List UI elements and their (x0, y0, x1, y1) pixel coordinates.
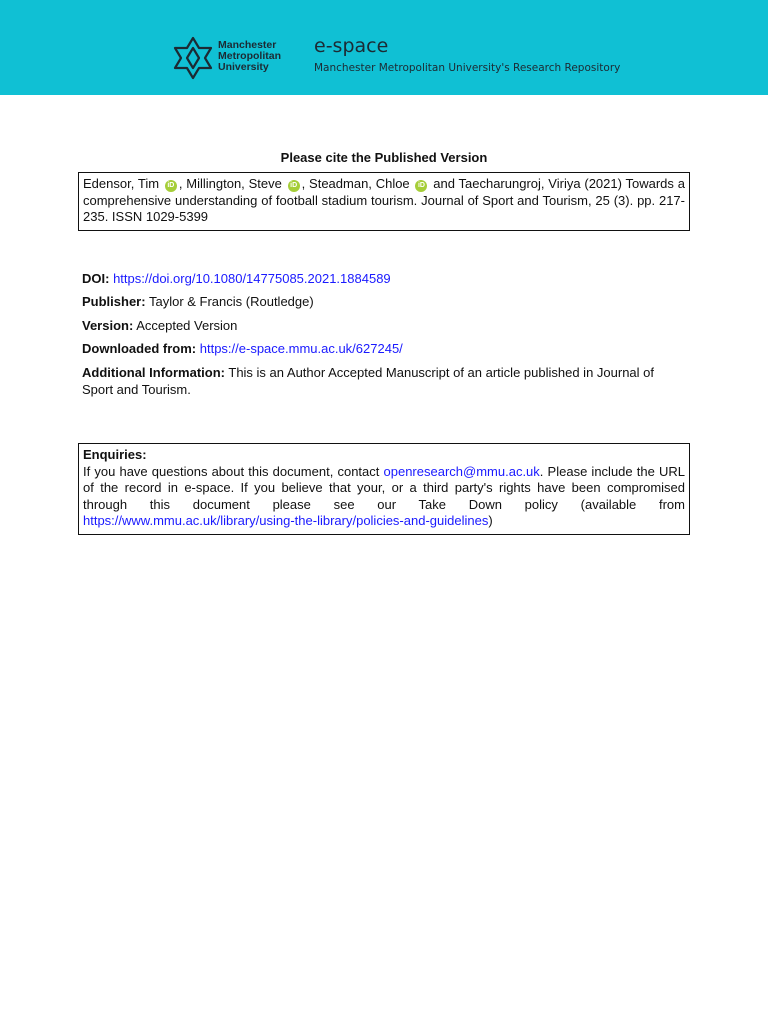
citation-rest: and Taecharungroj, Viriya (2021) Towards a comprehensive understanding of football stadium tourism. Journal of Sport and Tourism, 25 (3). pp. 217-235. ISSN 1029-5399 (83, 176, 685, 224)
enquiries-text: ) (488, 513, 493, 528)
downloaded-row (82, 341, 686, 358)
doi-link[interactable]: https://doi.org/10.1080/14775085.2021.1884589 (113, 271, 391, 286)
university-name-line-2: Metropolitan (218, 50, 281, 62)
orcid-icon[interactable]: iD (165, 180, 177, 192)
enquiries-box (78, 443, 690, 535)
cite-heading: Please cite the Published Version (280, 150, 488, 165)
publisher-value: Taylor & Francis (Routledge) (148, 294, 314, 309)
author-name: Millington, Steve (186, 176, 282, 191)
orcid-icon[interactable]: iD (415, 180, 427, 192)
repository-subtitle: Manchester Metropolitan University's Research Repository (314, 62, 621, 74)
additional-info-row (82, 365, 686, 398)
author-name: Steadman, Chloe (309, 176, 410, 191)
separator: , (178, 176, 187, 191)
university-name-line-1: Manchester (218, 39, 277, 51)
additional-label: Additional Information: (82, 365, 225, 380)
brand-title[interactable]: e-space (314, 35, 389, 57)
doi-label: DOI: (82, 271, 110, 286)
university-name (218, 40, 281, 73)
enquiries-text: . Please include the URL of the record in e-space. If you believe that your, or a third party's rights have been compromised through this document please see our Take Down policy (available from (83, 463, 685, 512)
university-name-line-3: University (218, 61, 269, 73)
orcid-icon[interactable]: iD (288, 180, 300, 192)
downloaded-link[interactable]: https://e-space.mmu.ac.uk/627245/ (199, 341, 403, 356)
email-link[interactable]: openresearch@mmu.ac.uk (383, 463, 540, 479)
repository-header (0, 0, 768, 95)
additional-value: This is an Author Accepted Manuscript of an article published in Journal of Sport and Tourism. (82, 365, 655, 397)
doi-row (82, 271, 686, 288)
version-row (82, 318, 686, 335)
enquiries-text: If you have questions about this document, contact (83, 463, 384, 479)
publisher-label: Publisher: (82, 294, 146, 309)
version-value: Accepted Version (136, 318, 238, 333)
enquiries-heading: Enquiries: (83, 447, 147, 462)
separator: , (301, 176, 310, 191)
version-label: Version: (82, 318, 134, 333)
policy-link[interactable]: https://www.mmu.ac.uk/library/using-the-library/policies-and-guidelines (83, 513, 489, 528)
university-logo[interactable] (171, 34, 301, 82)
citation-box (78, 172, 690, 231)
downloaded-label: Downloaded from: (82, 341, 197, 356)
publisher-row (82, 294, 686, 311)
university-emblem-icon (171, 36, 215, 80)
author-name: Edensor, Tim (83, 176, 160, 191)
